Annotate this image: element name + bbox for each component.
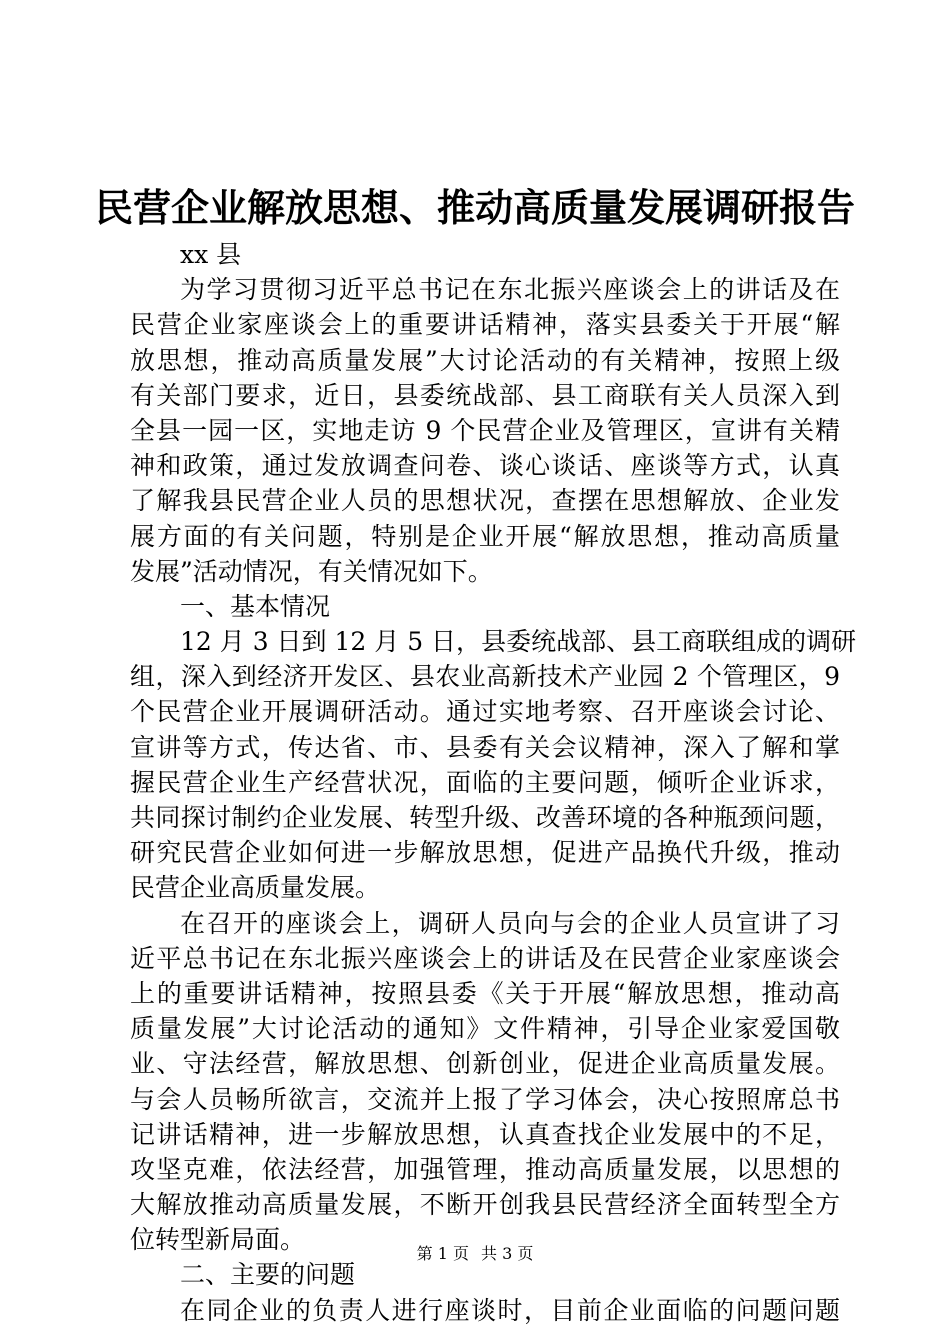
text-line: 民营企业高质量发展。 [130, 873, 381, 903]
page-total: 共 3 页 [481, 1244, 534, 1263]
text-line: 了解我县民营企业人员的思想状况，查摆在思想解放、企业发 [130, 486, 840, 516]
text-line: 在召开的座谈会上，调研人员向与会的企业人员宣讲了习 [180, 908, 840, 938]
text-line: 共同探讨制约企业发展、转型升级、改善环境的各种瓶颈问题， [130, 803, 840, 832]
text-line: xx 县 [180, 240, 242, 269]
page-number: 第 1 页 [416, 1244, 469, 1263]
document-title: 民营企业解放思想、推动高质量发展调研报告 [94, 185, 855, 230]
text-line: 一、基本情况 [180, 591, 331, 621]
text-line: 研究民营企业如何进一步解放思想，促进产品换代升级，推动 [130, 838, 840, 868]
text-line: 记讲话精神，进一步解放思想，认真查找企业发展中的不足， [130, 1119, 840, 1149]
text-line: 质量发展”大讨论活动的通知》文件精神，引导企业家爱国敬 [130, 1014, 840, 1044]
text-line: 大解放推动高质量发展，不断开创我县民营经济全面转型全方 [130, 1190, 840, 1220]
text-line: 与会人员畅所欲言，交流并上报了学习体会，决心按照席总书 [130, 1084, 840, 1114]
text-line: 组，深入到经济开发区、县农业高新技术产业园 2 个管理区，9 [130, 662, 840, 692]
document-body [130, 237, 857, 1328]
text-line: 在同企业的负责人进行座谈时，目前企业面临的问题问题 [180, 1295, 840, 1325]
text-line: 神和政策，通过发放调查问卷、谈心谈话、座谈等方式，认真 [130, 451, 840, 481]
text-line: 握民营企业生产经营状况，面临的主要问题，倾听企业诉求， [130, 767, 840, 797]
text-line: 宣讲等方式，传达省、市、县委有关会议精神，深入了解和掌 [130, 732, 840, 762]
text-line: 12 月 3 日到 12 月 5 日，县委统战部、县工商联组成的调研 [180, 627, 857, 657]
page-footer [0, 1243, 950, 1265]
text-line: 全县一园一区，实地走访 9 个民营企业及管理区，宣讲有关精 [130, 415, 840, 445]
text-line: 个民营企业开展调研活动。通过实地考察、召开座谈会讨论、 [130, 697, 840, 727]
text-line: 有关部门要求，近日，县委统战部、县工商联有关人员深入到 [130, 380, 840, 410]
text-line: 近平总书记在东北振兴座谈会上的讲话及在民营企业家座谈会 [130, 943, 840, 973]
text-line: 民营企业家座谈会上的重要讲话精神，落实县委关于开展“解 [130, 310, 840, 340]
text-line: 位转型新局面。 [130, 1225, 306, 1255]
text-line: 展方面的有关问题，特别是企业开展“解放思想，推动高质量 [130, 521, 840, 551]
text-line: 攻坚克难，依法经营，加强管理，推动高质量发展，以思想的 [130, 1154, 840, 1184]
text-line: 为学习贯彻习近平总书记在东北振兴座谈会上的讲话及在 [180, 275, 840, 305]
text-line: 二、主要的问题 [180, 1260, 356, 1290]
text-line: 业、守法经营，解放思想、创新创业，促进企业高质量发展。 [130, 1049, 840, 1079]
text-line: 上的重要讲话精神，按照县委《关于开展“解放思想，推动高 [130, 978, 840, 1008]
text-line: 放思想，推动高质量发展”大讨论活动的有关精神，按照上级 [130, 345, 840, 375]
text-line: 发展”活动情况，有关情况如下。 [130, 556, 493, 586]
